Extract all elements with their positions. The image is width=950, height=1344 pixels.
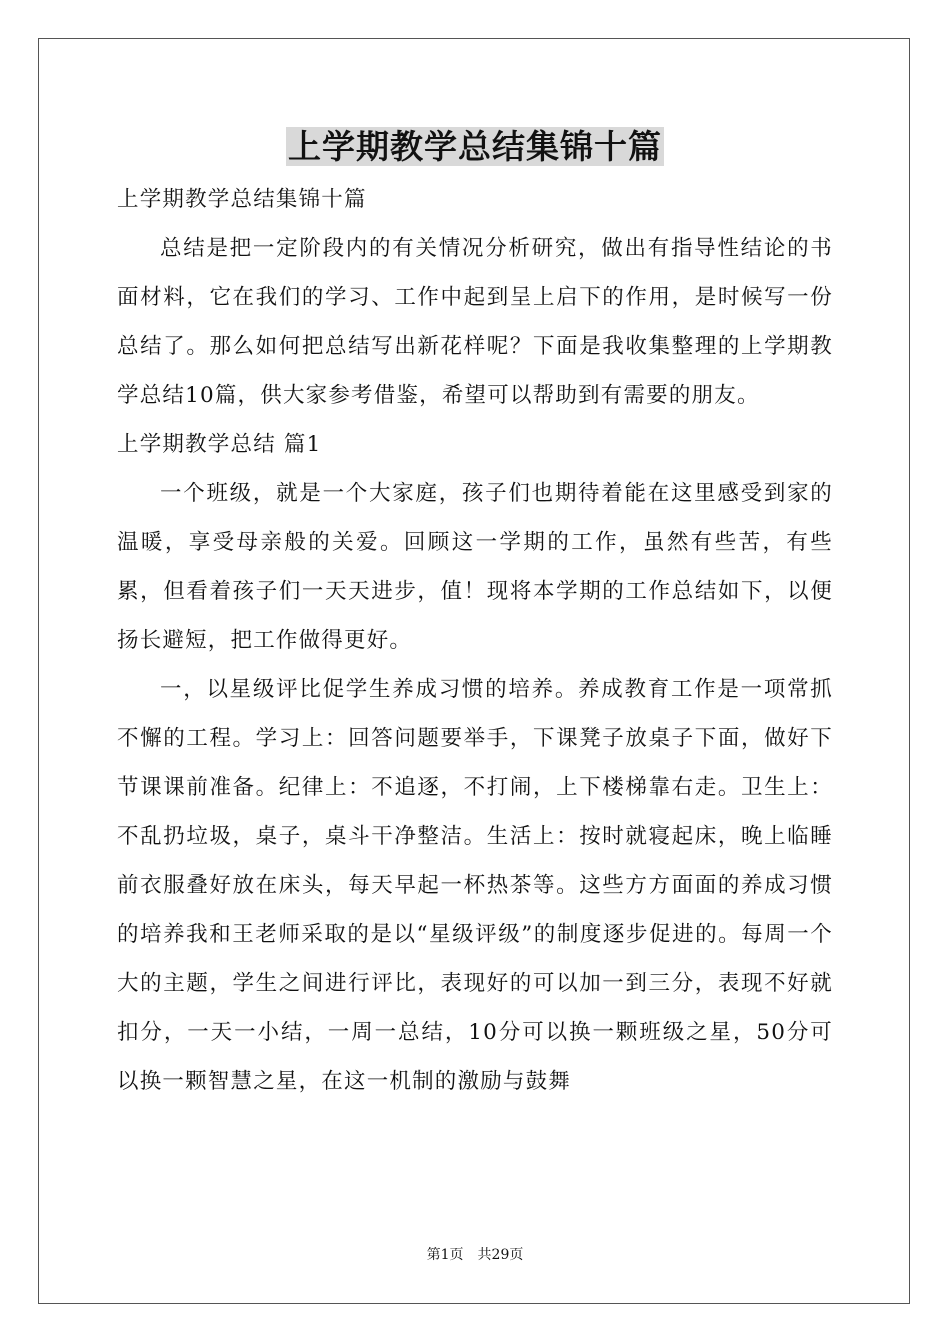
subtitle-line: 上学期教学总结集锦十篇 — [117, 187, 367, 212]
document-title — [0, 124, 950, 170]
section-heading: 上学期教学总结 篇1 — [117, 432, 322, 457]
page-footer: 第1页 共29页 — [426, 1247, 524, 1263]
document-body — [117, 175, 833, 1106]
body-paragraph: 一个班级，就是一个大家庭，孩子们也期待着能在这里感受到家的温暖，享受母亲般的关爱。回顾这一学期的工作，虽然有些苦，有些累，但看着孩子们一天天进步，值！现将本学期的工作总结如下，以便扬长避短，把工作做得更好。 — [117, 481, 833, 653]
body-paragraph: 一，以星级评比促学生养成习惯的培养。养成教育工作是一项常抓不懈的工程。学习上：回答问题要举手，下课凳子放桌子下面，做好下节课课前准备。纪律上：不追逐，不打闹，上下楼梯靠右走。卫生上：不乱扔垃圾，桌子，桌斗干净整洁。生活上：按时就寝起床，晚上临睡前衣服叠好放在床头，每天早起一杯热茶等。这些方方面面的养成习惯的培养我和王老师采取的是以“星级评级”的制度逐步促进的。每周一个大的主题，学生之间进行评比，表现好的可以加一到三分，表现不好就扣分，一天一小结，一周一总结，10分可以换一颗班级之星，50分可以换一颗智慧之星，在这一机制的激励与鼓舞 — [117, 677, 833, 1094]
intro-paragraph: 总结是把一定阶段内的有关情况分析研究，做出有指导性结论的书面材料，它在我们的学习、工作中起到呈上启下的作用，是时候写一份总结了。那么如何把总结写出新花样呢？下面是我收集整理的上学期教学总结10篇，供大家参考借鉴，希望可以帮助到有需要的朋友。 — [117, 236, 833, 408]
document-title-text: 上学期教学总结集锦十篇 — [288, 127, 662, 166]
